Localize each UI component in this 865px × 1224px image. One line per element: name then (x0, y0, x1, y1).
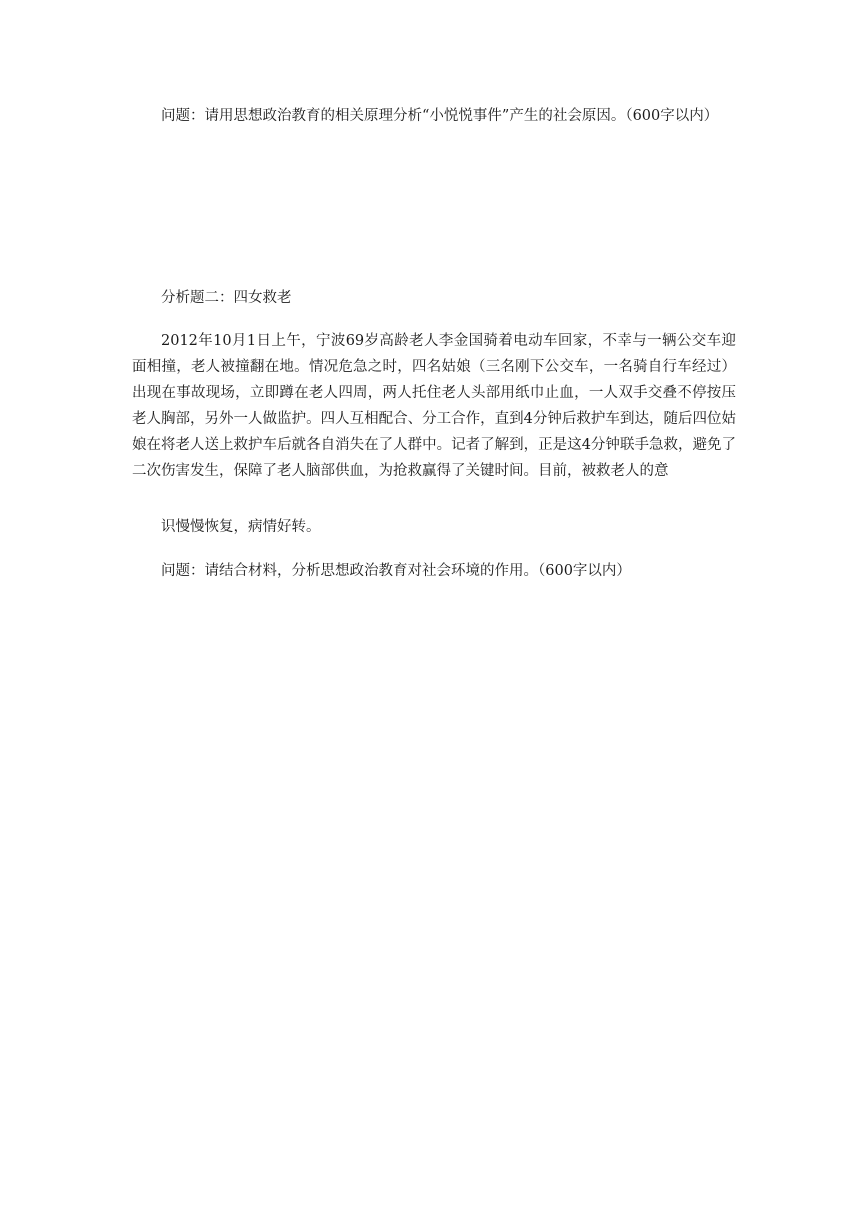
case-material-paragraph: 2012年10月1日上午，宁波69岁高龄老人李金国骑着电动车回家，不幸与一辆公交车迎面相撞，老人被撞翻在地。情况危急之时，四名姑娘（三名刚下公交车，一名骑自行车经过）出现在事故现场，立即蹲在老人四周，两人托住老人头部用纸巾止血，一人双手交叠不停按压老人胸部，另外一人做监护。四人互相配合、分工合作，直到4分钟后救护车到达，随后四位姑娘在将老人送上救护车后就各自消失在了人群中。记者了解到，正是这4分钟联手急救，避免了二次伤害发生，保障了老人脑部供血，为抢救赢得了关键时间。目前，被救老人的意 (132, 333, 736, 479)
question-2: 问题：请结合材料，分析思想政治教育对社会环境的作用。（600字以内） (161, 563, 631, 579)
case-material-continuation: 识慢慢恢复，病情好转。 (161, 519, 321, 535)
question-1: 问题：请用思想政治教育的相关原理分析“小悦悦事件”产生的社会原因。（600字以内） (161, 108, 719, 124)
section-heading-2: 分析题二：四女救老 (161, 290, 292, 306)
